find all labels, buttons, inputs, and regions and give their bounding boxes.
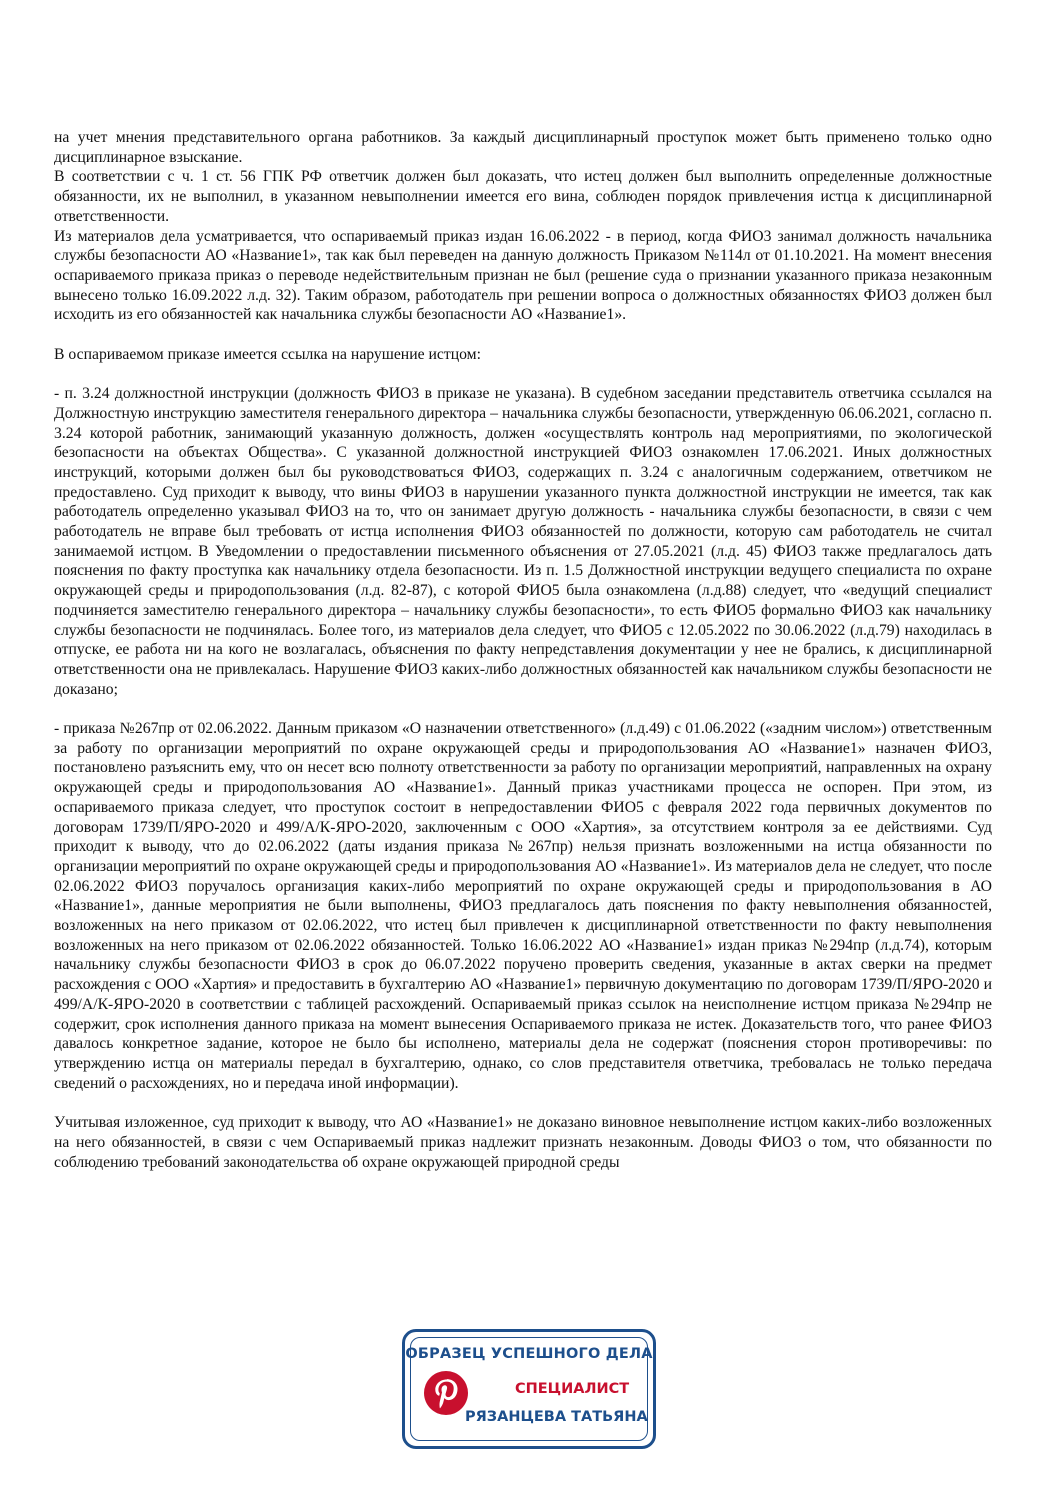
- paragraph-7: Учитывая изложенное, суд приходит к выводу, что АО «Название1» не доказано виновное невыполнение истцом каких-либо возложенных на него обязанностей, в связи с чем Оспариваемый приказ надлежит признать незаконным. Доводы ФИО3 о том, что обязанности по соблюдению требований законодательства об охране окружающей природной среды: [54, 1114, 992, 1171]
- stamp-title: ОБРАЗЕЦ УСПЕШНОГО ДЕЛА: [405, 1346, 653, 1362]
- paragraph-4: В оспариваемом приказе имеется ссылка на нарушение истцом:: [54, 345, 481, 363]
- paragraph-2: В соответствии с ч. 1 ст. 56 ГПК РФ ответчик должен был доказать, что истец должен был выполнить определенные должностные обязанности, их не выполнил, в указанном невыполнении имеется его вина, соблюден порядок привлечения истца к дисциплинарной ответственности.: [54, 168, 992, 225]
- paragraph-3: Из материалов дела усматривается, что оспариваемый приказ издан 16.06.2022 - в период, когда ФИО3 занимал должность начальника службы безопасности АО «Название1», так как был переведен на данную должность Приказом №114л от 01.10.2021. На момент внесения оспариваемого приказа приказ о переводе недействительным признан не был (решение суда о признании указанного приказа незаконным вынесено только 16.09.2022 л.д. 32). Таким образом, работодатель при решении вопроса о должностных обязанностях ФИО3 должен был исходить из его обязанностей как начальника службы безопасности АО «Название1».: [54, 227, 992, 324]
- watermark-stamp: [402, 1329, 656, 1449]
- paragraph-6: - приказа №267пр от 02.06.2022. Данным приказом «О назначении ответственного» (л.д.49) с 01.06.2022 («задним числом») ответственным за работу по организации мероприятий по охране окружающей среды и природопользования АО «Название1» назначен ФИО3, постановлено разъяснить ему, что он несет всю полноту ответственности за работу по организации мероприятий, направленных на охрану окружающей среды и природопользования АО «Название1». Данный приказ участниками процесса не оспорен. При этом, из оспариваемого приказа следует, что проступок состоит в непредоставлении ФИО5 с февраля 2022 года первичных документов по договорам 1739/П/ЯРО-2020 и 499/А/К-ЯРО-2020, заключенным с ООО «Хартия», за отсутствием контроля за ее действиями. Суд приходит к выводу, что до 02.06.2022 (даты издания приказа №267пр) нельзя признать возложенными на истца обязанности по организации мероприятий по охране окружающей среды и природопользования АО «Название1». Из материалов дела не следует, что после 02.06.2022 ФИО3 поручалось организация каких-либо мероприятий по охране окружающей среды и природопользования в АО «Название1», данные мероприятия не были выполнены, ФИО3 предлагалось дать пояснения по факту невыполнения обязанностей, возложенных на него приказом от 02.06.2022, что истец был привлечен к дисциплинарной ответственности по факту невыполнения возложенных на него приказом от 02.06.2022 обязанностей. Только 16.06.2022 АО «Название1» издан приказ №294пр (л.д.74), которым начальнику службы безопасности ФИО3 в срок до 06.07.2022 поручено проверить сведения, указанные в актах сверки на предмет расхождения с ООО «Хартия» и предоставить в бухгалтерию АО «Название1» первичную документацию по договорам 1739/П/ЯРО-2020 и 499/А/К-ЯРО-2020 в соответствии с таблицей расхождений. Оспариваемый приказ ссылок на неисполнение истцом приказа №294пр не содержит, срок исполнения данного приказа на момент вынесения Оспариваемого приказа не истек. Доказательств того, что ранее ФИО3 давалось конкретное задание, которое не было бы исполнено, материалы дела не содержат (пояснения сторон противоречивы: по утверждению истца он материалы передал в бухгалтерию, однако, со слов представителя ответчика, требовалась не только передача сведений о расхождениях, но и передача иной информации).: [54, 720, 992, 1092]
- paragraph-5: - п. 3.24 должностной инструкции (должность ФИО3 в приказе не указана). В судебном заседании представитель ответчика ссылался на Должностную инструкцию заместителя генерального директора – начальника службы безопасности, утвержденную 06.06.2021, согласно п. 3.24 которой работник, занимающий указанную должность, должен «осуществлять контроль над мероприятиями, по экологической безопасности на объектах Общества». С указанной должностной инструкцией ФИО3 ознакомлен 17.06.2021. Иных должностных инструкций, которыми должен был бы руководствоваться ФИО3, содержащих п. 3.24 с аналогичным содержанием, ответчиком не предоставлено. Суд приходит к выводу, что вины ФИО3 в нарушении указанного пункта должностной инструкции не имеется, так как работодатель определенно указывал ФИО3 на то, что он занимает другую должность - начальника службы безопасности, в связи с чем работодатель не вправе был требовать от истца исполнения ФИО3 обязанностей по должности, которую сам работодатель не считал занимаемой истцом. В Уведомлении о предоставлении письменного объяснения от 27.05.2021 (л.д. 45) ФИО3 также предлагалось дать пояснения по факту проступка как начальнику отдела безопасности. Из п. 1.5 Должностной инструкции ведущего специалиста по охране окружающей среды и природопользования (л.д. 82-87), с которой ФИО5 была ознакомлена (л.д.88) следует, что «ведущий специалист подчиняется заместителю генерального директора – начальнику службы безопасности», то есть ФИО5 формально ФИО3 как начальнику службы безопасности не подчинялась. Более того, из материалов дела следует, что ФИО5 с 12.05.2022 по 30.06.2022 (л.д.79) находилась в отпуске, ее работа ни на кого не возлагалась, объяснения по факту непредставления документации у нее не брались, к дисциплинарной ответственности она не привлекалась. Нарушение ФИО3 каких-либо должностных обязанностей как начальником службы безопасности не доказано;: [54, 385, 992, 698]
- document-body: [54, 128, 992, 1172]
- stamp-subtitle: СПЕЦИАЛИСТ: [515, 1381, 630, 1397]
- stamp-name: РЯЗАНЦЕВА ТАТЬЯНА: [465, 1409, 648, 1425]
- pinterest-icon: [423, 1370, 469, 1416]
- paragraph-1: на учет мнения представительного органа работников. За каждый дисциплинарный проступок может быть применено только одно дисциплинарное взыскание.: [54, 129, 992, 166]
